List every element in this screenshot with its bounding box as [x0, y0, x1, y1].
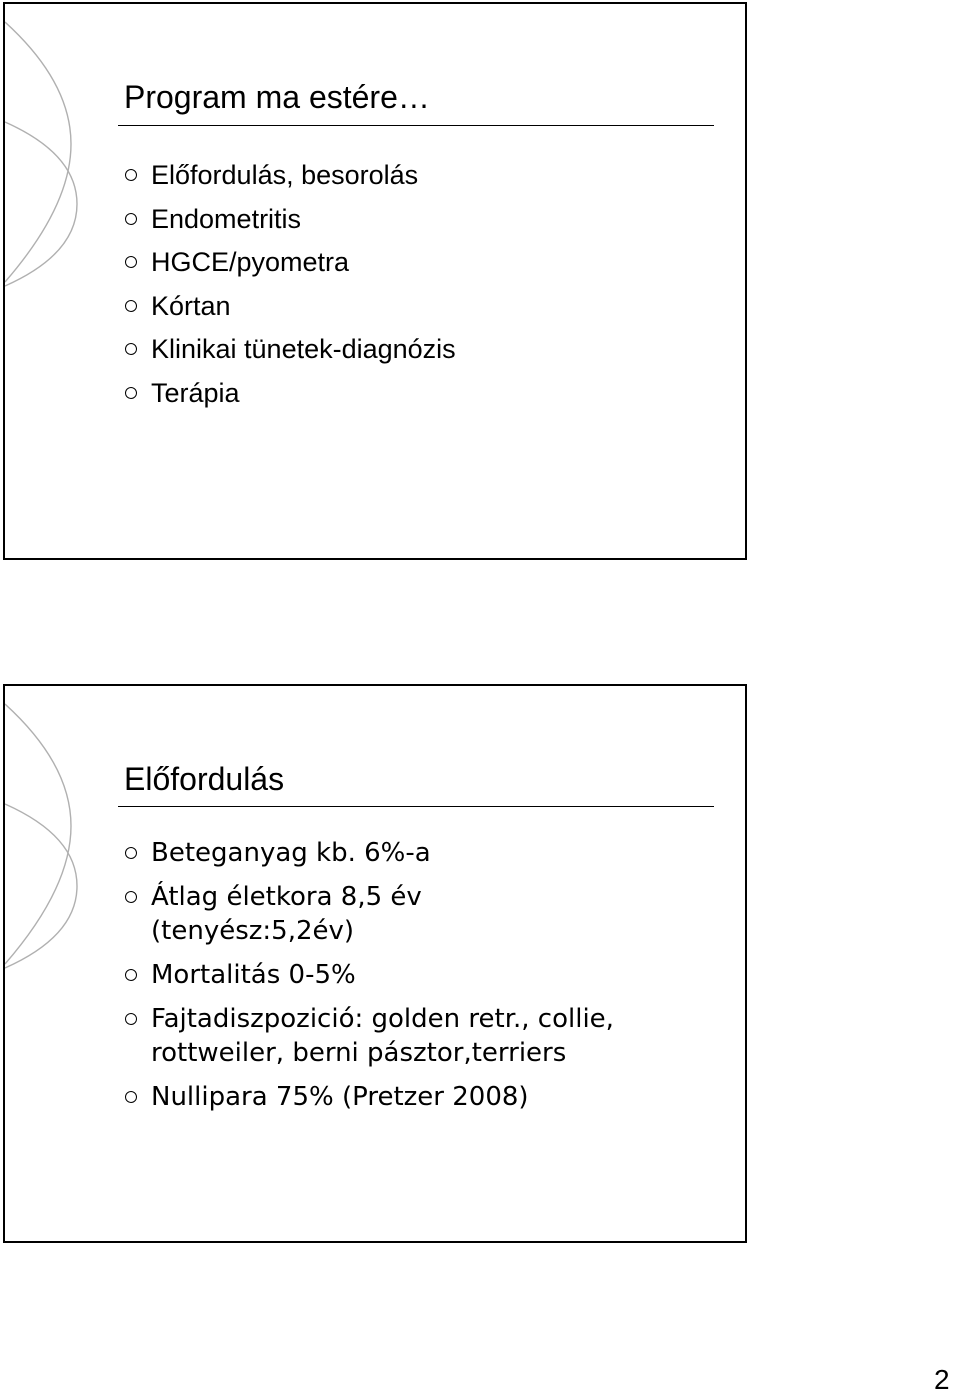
- list-item: [5, 1080, 745, 1114]
- list-item: [5, 880, 745, 948]
- list-item-text-continuation: (tenyész:5,2év): [151, 916, 355, 946]
- list-item: [5, 836, 745, 870]
- list-item-text: Kórtan: [151, 290, 231, 321]
- list-item: [5, 328, 745, 372]
- list-item-text: Fajtadiszpozició: golden retr., collie,: [151, 1004, 614, 1034]
- list-item-text: Klinikai tünetek-diagnózis: [151, 334, 456, 365]
- list-item: [5, 372, 745, 416]
- hollow-circle-bullet-icon: [125, 891, 137, 903]
- page-number: 2: [934, 1364, 950, 1395]
- list-item-text: HGCE/pyometra: [151, 247, 350, 278]
- list-item-text: Mortalitás 0-5%: [151, 960, 356, 990]
- list-item-text: Beteganyag kb. 6%-a: [151, 838, 431, 868]
- list-item-text: Átlag életkora 8,5 év: [151, 882, 422, 912]
- list-item-text: Előfordulás, besorolás: [151, 160, 419, 190]
- slide-title: Előfordulás: [124, 761, 285, 797]
- list-item: [5, 154, 745, 198]
- bullet-list: [5, 836, 745, 1124]
- hollow-circle-bullet-icon: [125, 969, 137, 981]
- hollow-circle-bullet-icon: [125, 169, 137, 181]
- list-item: [5, 1002, 745, 1070]
- title-underline: [118, 125, 714, 126]
- hollow-circle-bullet-icon: [125, 1091, 137, 1103]
- hollow-circle-bullet-icon: [125, 1013, 137, 1025]
- list-item-text: Endometritis: [151, 203, 302, 234]
- hollow-circle-bullet-icon: [125, 300, 137, 312]
- list-item-text-continuation: rottweiler, berni pásztor,terriers: [151, 1038, 567, 1068]
- list-item-text: Nullipara 75% (Pretzer 2008): [151, 1082, 529, 1112]
- hollow-circle-bullet-icon: [125, 847, 137, 859]
- list-item: [5, 285, 745, 329]
- bullet-list: [5, 154, 745, 416]
- slide-2: [3, 684, 747, 1243]
- list-item-text: Terápia: [151, 377, 240, 408]
- title-underline: [118, 806, 714, 807]
- hollow-circle-bullet-icon: [125, 256, 137, 268]
- hollow-circle-bullet-icon: [125, 343, 137, 355]
- slide-1: [3, 2, 747, 560]
- hollow-circle-bullet-icon: [125, 213, 137, 225]
- list-item: [5, 241, 745, 285]
- list-item: [5, 958, 745, 992]
- list-item: [5, 198, 745, 242]
- hollow-circle-bullet-icon: [125, 387, 137, 399]
- slide-title: Program ma estére…: [124, 79, 430, 115]
